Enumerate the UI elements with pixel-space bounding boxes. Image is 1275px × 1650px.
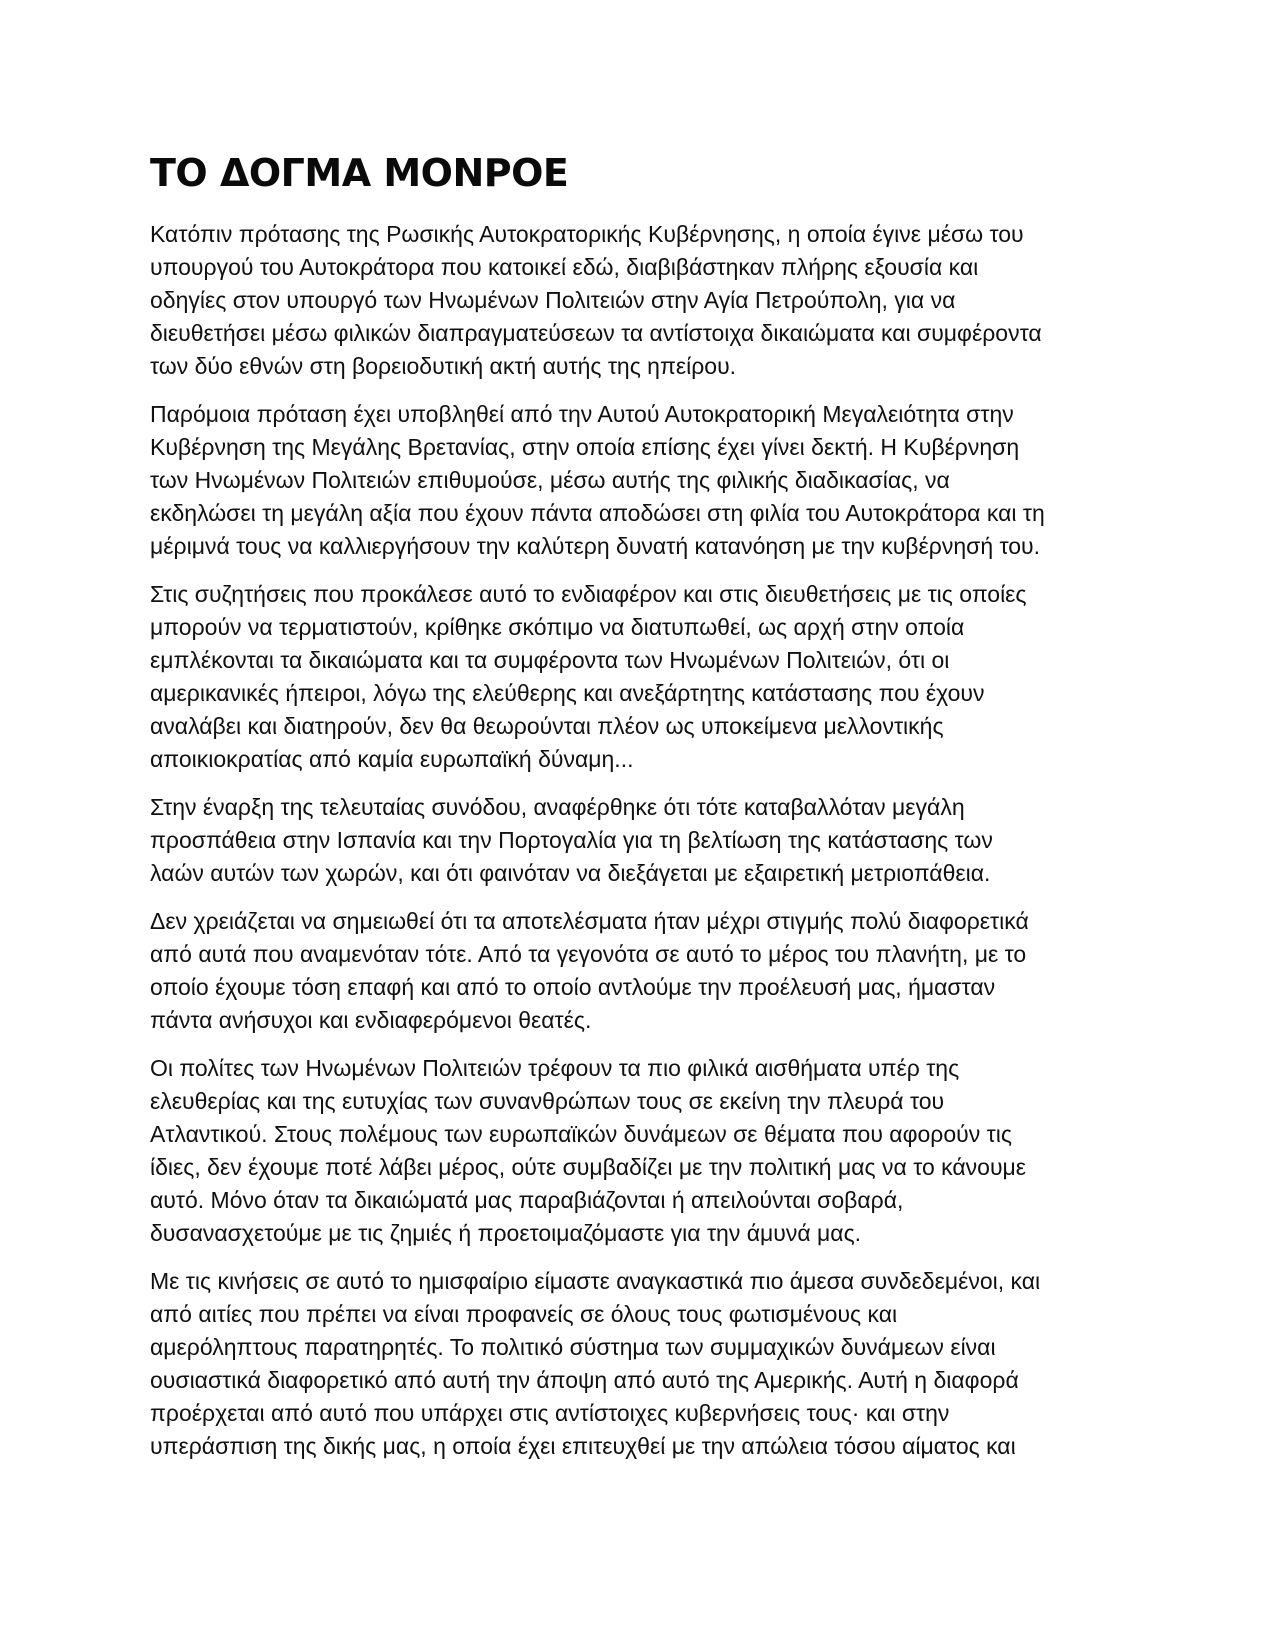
text-line: των Ηνωμένων Πολιτειών επιθυμούσε, μέσω αυτής της φιλικής διαδικασίας, να [150, 467, 950, 493]
text-line: από αιτίες που πρέπει να είναι προφανείς σε όλους τους φωτισμένους και [150, 1301, 898, 1327]
text-line: Κατόπιν πρότασης της Ρωσικής Αυτοκρατορικής Κυβέρνησης, η οποία έγινε μέσω του [150, 221, 1024, 247]
text-line: πάντα ανήσυχοι και ενδιαφερόμενοι θεατές. [150, 1007, 592, 1033]
text-line: αμερόληπτους παρατηρητές. Το πολιτικό σύστημα των συμμαχικών δυνάμεων είναι [150, 1334, 996, 1360]
text-line: εμπλέκονται τα δικαιώματα και τα συμφέροντα των Ηνωμένων Πολιτειών, ότι οι [150, 647, 950, 673]
text-line: μπορούν να τερματιστούν, κρίθηκε σκόπιμο να διατυπωθεί, ως αρχή στην οποία [150, 614, 965, 640]
text-line: οποίο έχουμε τόση επαφή και από το οποίο αντλούμε την προέλευσή μας, ήμασταν [150, 974, 996, 1000]
document-title: ΤΟ ΔΟΓΜΑ ΜΟΝΡΟΕ [150, 151, 569, 195]
paragraph [150, 905, 1125, 1037]
text-line: Δεν χρειάζεται να σημειωθεί ότι τα αποτελέσματα ήταν μέχρι στιγμής πολύ διαφορετικά [150, 908, 1029, 934]
text-line: αποικιοκρατίας από καμία ευρωπαϊκή δύναμη... [150, 746, 634, 772]
text-line: Ατλαντικού. Στους πολέμους των ευρωπαϊκών δυνάμεων σε θέματα που αφορούν τις [150, 1121, 1012, 1147]
text-line: αμερικανικές ήπειροι, λόγω της ελεύθερης και ανεξάρτητης κατάστασης που έχουν [150, 680, 985, 706]
text-line: ουσιαστικά διαφορετικό από αυτή την άποψη από αυτό της Αμερικής. Αυτή η διαφορά [150, 1367, 1019, 1393]
text-line: Κυβέρνηση της Μεγάλης Βρετανίας, στην οποία επίσης έχει γίνει δεκτή. Η Κυβέρνηση [150, 434, 1020, 460]
text-line: υπεράσπιση της δικής μας, η οποία έχει επιτευχθεί με την απώλεια τόσου αίματος και [150, 1433, 1016, 1459]
paragraph [150, 398, 1125, 563]
text-line: υπουργού του Αυτοκράτορα που κατοικεί εδώ, διαβιβάστηκαν πλήρης εξουσία και [150, 254, 979, 280]
text-line: από αυτά που αναμενόταν τότε. Από τα γεγονότα σε αυτό το μέρος του πλανήτη, με το [150, 941, 1027, 967]
text-line: ελευθερίας και της ευτυχίας των συνανθρώπων τους σε εκείνη την πλευρά του [150, 1088, 945, 1114]
text-line: λαών αυτών των χωρών, και ότι φαινόταν να διεξάγεται με εξαιρετική μετριοπάθεια. [150, 860, 991, 886]
text-line: δυσανασχετούμε με τις ζημιές ή προετοιμαζόμαστε για την άμυνά μας. [150, 1220, 862, 1246]
document-body [150, 218, 1125, 1463]
text-line: Στις συζητήσεις που προκάλεσε αυτό το ενδιαφέρον και στις διευθετήσεις με τις οποίες [150, 581, 1027, 607]
text-line: αναλάβει και διατηρούν, δεν θα θεωρούνται πλέον ως υποκείμενα μελλοντικής [150, 713, 944, 739]
document-page [150, 150, 1125, 1478]
paragraph [150, 218, 1125, 383]
text-line: οδηγίες στον υπουργό των Ηνωμένων Πολιτειών στην Αγία Πετρούπολη, για να [150, 287, 956, 313]
text-line: των δύο εθνών στη βορειοδυτική ακτή αυτής της ηπείρου. [150, 353, 737, 379]
paragraph [150, 1052, 1125, 1250]
text-line: ίδιες, δεν έχουμε ποτέ λάβει μέρος, ούτε συμβαδίζει με την πολιτική μας να το κάνουμε [150, 1154, 1027, 1180]
text-line: Με τις κινήσεις σε αυτό το ημισφαίριο είμαστε αναγκαστικά πιο άμεσα συνδεδεμένοι, και [150, 1268, 1041, 1294]
text-line: διευθετήσει μέσω φιλικών διαπραγματεύσεων τα αντίστοιχα δικαιώματα και συμφέροντα [150, 320, 1042, 346]
text-line: προσπάθεια στην Ισπανία και την Πορτογαλία για τη βελτίωση της κατάστασης των [150, 827, 993, 853]
text-line: Παρόμοια πρόταση έχει υποβληθεί από την Αυτού Αυτοκρατορική Μεγαλειότητα στην [150, 401, 1014, 427]
text-line: μέριμνά τους να καλλιεργήσουν την καλύτερη δυνατή κατανόηση με την κυβέρνησή του. [150, 533, 1041, 559]
text-line: εκδηλώσει τη μεγάλη αξία που έχουν πάντα αποδώσει στη φιλία του Αυτοκράτορα και τη [150, 500, 1045, 526]
text-line: Στην έναρξη της τελευταίας συνόδου, αναφέρθηκε ότι τότε καταβαλλόταν μεγάλη [150, 794, 965, 820]
text-line: Οι πολίτες των Ηνωμένων Πολιτειών τρέφουν τα πιο φιλικά αισθήματα υπέρ της [150, 1055, 960, 1081]
paragraph [150, 578, 1125, 776]
text-line: αυτό. Μόνο όταν τα δικαιώματά μας παραβιάζονται ή απειλούνται σοβαρά, [150, 1187, 904, 1213]
text-line: προέρχεται από αυτό που υπάρχει στις αντίστοιχες κυβερνήσεις τους· και στην [150, 1400, 950, 1426]
paragraph [150, 791, 1125, 890]
paragraph [150, 1265, 1125, 1463]
